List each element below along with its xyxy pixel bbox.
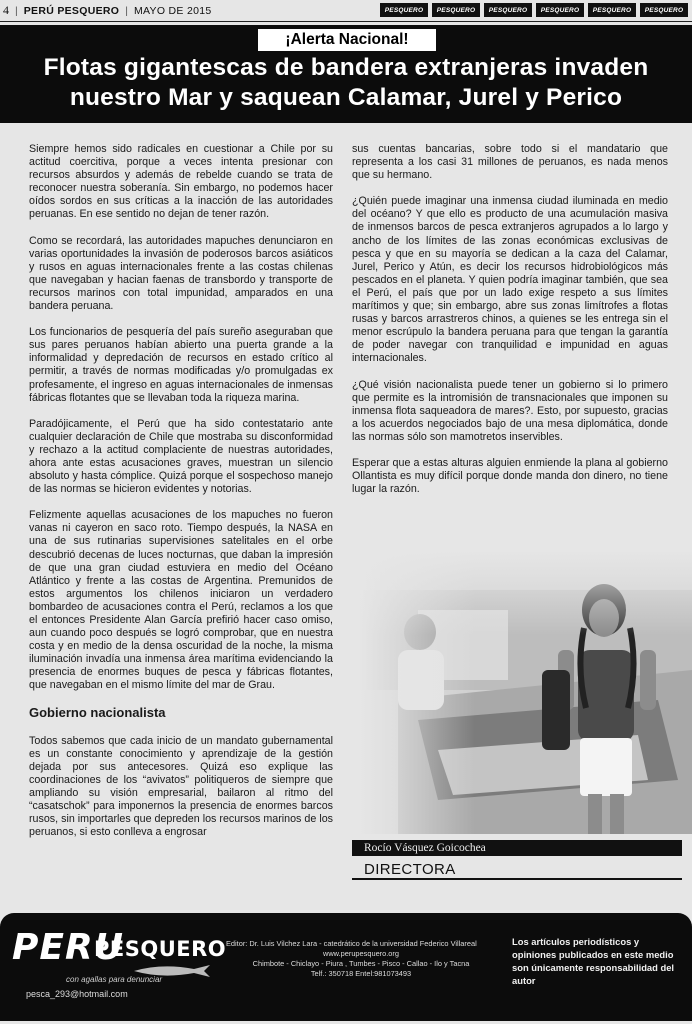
masthead-brand: PERÚ PESQUERO (23, 4, 120, 17)
headline-title: Flotas gigantescas de bandera extranjeras invaden nuestro Mar y saquean Calamar, Jurel y Perico (43, 54, 649, 111)
article-paragraph: ¿Quién puede imaginar una inmensa ciudad iluminada en medio del océano? Y que ello es producto de una acumulación masiva de inmensos barcos de pesca extranjeros agrupados a lo largo y ancho de los límites de las zonas económicas exclusivas de pesca y que en su mayoría se dedican a la caza del Calamar, Jurel, Perico y Atún, es decir los recursos hidrobiológicos más pescados en el planeta. Y quien podría imaginar también, que sea el Perú, el país que por un lado exige respeto a sus límites marítimos y que; sin embargo, abre sus zonas limítrofes a flotas rusas y barcos arrastreros chinos, a quienes se les entrega sin el menor escrúpulo la bandera peruana para que tengan la garantía de poder navegar con tranquilidad e impunidad en aguas internacionales. (352, 195, 668, 365)
article-paragraph: ¿Qué visión nacionalista puede tener un gobierno si lo primero que permite es la intromisión de transnacionales que imponen su inmensa flota saqueadora de mares?. Esto, por supuesto, gracias a los acuerdos negociados bajo de una mesa diplomática, donde las normas sólo son mamotretos inservibles. (352, 378, 668, 443)
photo-caption-name: Rocío Vásquez Goicochea (352, 840, 682, 856)
cities-line: Chimbote - Chiclayo - Piura , Tumbes - Pisco - Callao - Ilo y Tacna (252, 959, 470, 968)
article-paragraph: Felizmente aquellas acusaciones de los mapuches no fueron vanas ni cayeron en saco roto. Tiempo después, la NASA en una de sus rutinarias supervisiones satelitales en el orbe descubrió decenas de luces nocturnas, que daban la impresión de que una gran ciudad estuviera en medio del Océano Atlántico y frente a las costas de Argentina. Premunidos de estos argumentos los chilenos iniciaron un verdadero bombardeo de acusaciones contra el Perú, reclamos a los que el entonces Presidente Alan García prefirió hacer caso omiso, aun cuando poco después se logró comprobar, que en nuestra costa y en medio de la densa oscuridad de la noche, la misma iluminación invadía una inmensa área marítima evidenciando la presencia de enormes buques de pesca y fábricas flotantes, que navegaban en el mismo límite del mar de Grau. (29, 509, 333, 692)
contact-email: pesca_293@hotmail.com (26, 989, 128, 999)
article-left-column (29, 143, 333, 852)
article-paragraph: sus cuentas bancarias, sobre todo si el mandatario que representa a los casi 31 millones de peruanos, es nada menos que su hermano. (352, 143, 668, 182)
logo-slogan: con agallas para denunciar (66, 975, 163, 984)
footer-logo (12, 923, 227, 993)
article-paragraph: Esperar que a estas alturas alguien enmiende la plana al gobierno Ollantista es muy difícil porque donde manda don dinero, no tiene lugar la razón. (352, 456, 668, 496)
mini-logo: PESQUERO (588, 3, 636, 17)
section-subheading: Gobierno nacionalista (29, 704, 166, 720)
footer-disclaimer: Los artículos periodísticos y opiniones publicados en este medio son únicamente responsabilidad del autor (512, 936, 675, 986)
headline-kicker: ¡Alerta Nacional! (258, 29, 436, 51)
article-right-column (352, 143, 668, 509)
article-paragraph: Todos sabemos que cada inicio de un mandato gubernamental es un constante conocimiento y aprendizaje de la gestión dejada por sus antecesores. Quizá eso explique las coordinaciones de los “avivatos” politiqueros de siempre que ampliando su visión empresarial, bailaron al ritmo del “casatschok” para imponernos la presencia de enormes barcos rusos, sin importarles que depreden los recursos marinos de los peruanos, si esto conlleva a engrosar (29, 734, 333, 839)
page-number: 4 (3, 3, 9, 17)
issue-date: MAYO DE 2015 (133, 4, 212, 17)
photo-caption-role: DIRECTORA (352, 858, 682, 880)
phones-line: Telf.: 350718 Entel:981073493 (310, 969, 412, 978)
top-strip (0, 0, 692, 22)
logo-word-pesquero: PESQUERO (94, 937, 227, 961)
article-paragraph: Como se recordará, las autoridades mapuches denunciaron en varias oportunidades la invasión de poderosos barcos asiáticos y rusos en aguas internacionales frente a las costas chilenas que navegaban y hacian faenas de transbordo y transporte de recursos marinos con total impunidad, amparados en una bandera peruana. (29, 234, 333, 313)
headline-banner (0, 25, 692, 123)
article-paragraph: Los funcionarios de pesquería del país sureño aseguraban que sus pares peruanos habían abierto una puerta grande a la informalidad y depredación de recursos en estado crítico al permitir, a través de normas modificadas y/o promulgadas ex profesamente, el ingreso en aguas internacionales de inmensas fábricas flotantes que se llevaban toda la riqueza marina. (29, 326, 333, 404)
website-line: www.perupesquero.org (322, 949, 399, 958)
divider: | (15, 4, 18, 17)
mini-logo: PESQUERO (432, 3, 480, 17)
mini-logo: PESQUERO (380, 3, 428, 17)
mini-logo: PESQUERO (536, 3, 584, 17)
footer-banner (0, 913, 692, 1021)
director-photo (358, 550, 692, 834)
editor-line: Editor: Dr. Luis Vilchez Lara - catedrático de la universidad Federico Villareal (226, 939, 477, 948)
mini-logo: PESQUERO (484, 3, 532, 17)
footer-contact-info (218, 939, 504, 979)
logo-word-peru: PERU (12, 927, 124, 968)
divider: | (125, 4, 128, 17)
article-paragraph: Siempre hemos sido radicales en cuestionar a Chile por su actitud coercitiva, porque a veces intenta presionar con recursos absurdos y además de rebelde cuando se trata de reconocer nuestra soberanía. Sin embargo, no podemos hacer oídos sordos en sus críticas a la inacción de las autoridades peruanas. En ese sentido no dejan de tener razón. (29, 143, 333, 221)
mini-logo: PESQUERO (640, 3, 688, 17)
mini-logo-row (380, 3, 688, 17)
article-paragraph: Paradójicamente, el Perú que ha sido contestatario ante cualquier declaración de Chile que mostraba su disconformidad y rechazo a la actitud complaciente de nuestras autoridades, ahora ante estas acusaciones graves, muestran un silencio absoluto y hasta cómplice. Quizá porque el sospechoso manejo de las normas se hicieron evidentes y notorias. (29, 417, 333, 496)
